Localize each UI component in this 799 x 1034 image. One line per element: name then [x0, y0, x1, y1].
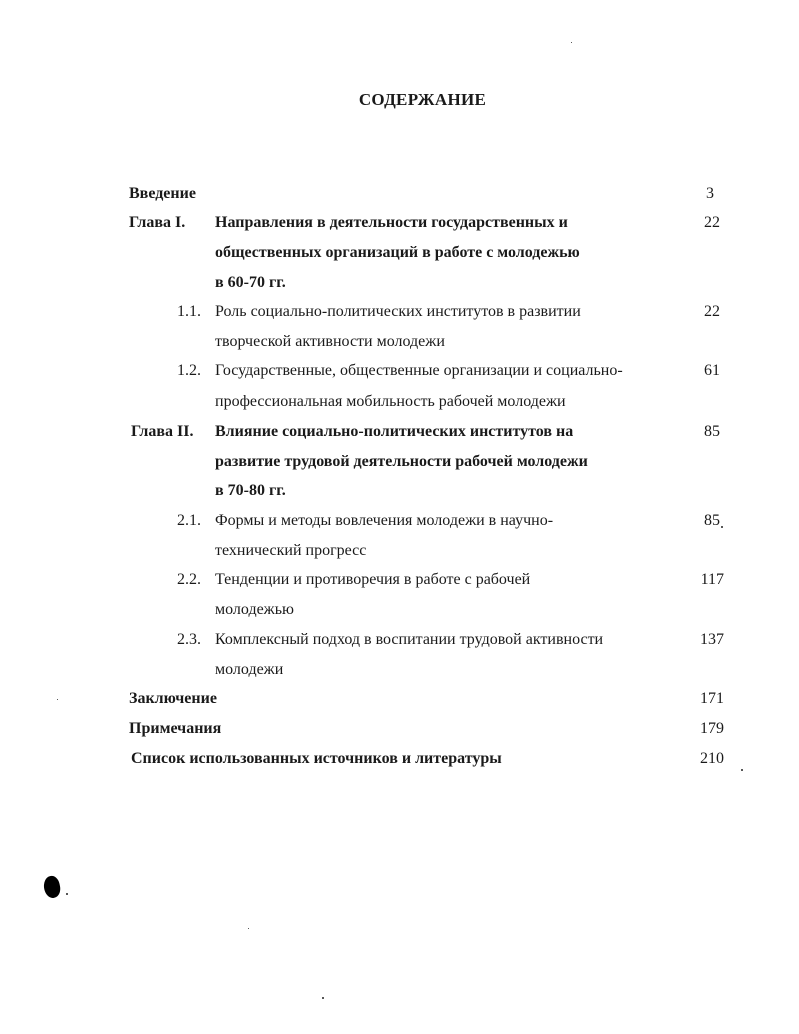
scan-speck: [741, 769, 743, 771]
toc-label-chapter-2: Глава II.: [131, 423, 194, 440]
toc-text-chapter-2-line-3: в 70-80 гг.: [215, 482, 286, 499]
toc-text-section-2-2-line-2: молодежью: [215, 601, 294, 618]
toc-label-bibliography: Список использованных источников и литературы: [131, 750, 502, 767]
scan-speck: [248, 928, 249, 929]
toc-text-section-2-3-line-1: Комплексный подход в воспитании трудовой активности: [215, 631, 604, 648]
toc-text-chapter-2-line-2: развитие трудовой деятельности рабочей молодежи: [215, 453, 588, 470]
toc-label-notes: Примечания: [129, 720, 222, 737]
toc-text-chapter-1-line-2: общественных организаций в работе с молодежью: [215, 244, 580, 261]
toc-text-section-1-2-line-2: профессиональная мобильность рабочей молодежи: [215, 393, 566, 410]
toc-label-section-2-2: 2.2.: [177, 571, 201, 588]
toc-text-chapter-1-line-1: Направления в деятельности государственных и: [215, 214, 568, 231]
toc-label-conclusion: Заключение: [129, 690, 217, 707]
toc-text-chapter-1-line-3: в 60-70 гг.: [215, 274, 286, 291]
toc-page-chapter-1: 22: [704, 214, 720, 231]
toc-page-introduction: 3: [706, 185, 714, 202]
toc-page-section-1-1: 22: [704, 303, 720, 320]
toc-label-section-1-2: 1.2.: [177, 362, 201, 379]
toc-label-section-2-1: 2.1.: [177, 512, 201, 529]
toc-page-notes: 179: [700, 720, 724, 737]
toc-page-conclusion: 171: [700, 690, 724, 707]
toc-text-section-2-1-line-1: Формы и методы вовлечения молодежи в научно-: [215, 512, 554, 529]
toc-text-section-2-3-line-2: молодежи: [215, 661, 284, 678]
scan-speck: [571, 42, 572, 43]
toc-page-section-2-1: 85: [704, 512, 720, 529]
toc-page-chapter-2: 85: [704, 423, 720, 440]
toc-label-chapter-1: Глава I.: [129, 214, 186, 231]
scan-speck: [721, 526, 723, 528]
toc-text-section-1-1-line-1: Роль социально-политических институтов в развитии: [215, 303, 581, 320]
toc-page-section-2-2: 117: [700, 571, 724, 588]
ink-blot: [42, 875, 62, 900]
page-title: СОДЕРЖАНИЕ: [358, 90, 487, 109]
scan-speck: [57, 699, 58, 700]
toc-label-introduction: Введение: [129, 185, 196, 202]
scan-speck: [66, 893, 68, 895]
toc-text-section-1-2-line-1: Государственные, общественные организации и социально-: [215, 362, 623, 379]
toc-page-bibliography: 210: [700, 750, 724, 767]
toc-text-section-2-2-line-1: Тенденции и противоречия в работе с рабочей: [215, 571, 531, 588]
toc-text-section-2-1-line-2: технический прогресс: [215, 542, 367, 559]
toc-page-section-1-2: 61: [704, 362, 720, 379]
toc-text-chapter-2-line-1: Влияние социально-политических институтов на: [215, 423, 574, 440]
scan-speck: [322, 997, 324, 999]
toc-label-section-1-1: 1.1.: [177, 303, 201, 320]
toc-page-section-2-3: 137: [700, 631, 724, 648]
toc-label-section-2-3: 2.3.: [177, 631, 201, 648]
toc-text-section-1-1-line-2: творческой активности молодежи: [215, 333, 445, 350]
